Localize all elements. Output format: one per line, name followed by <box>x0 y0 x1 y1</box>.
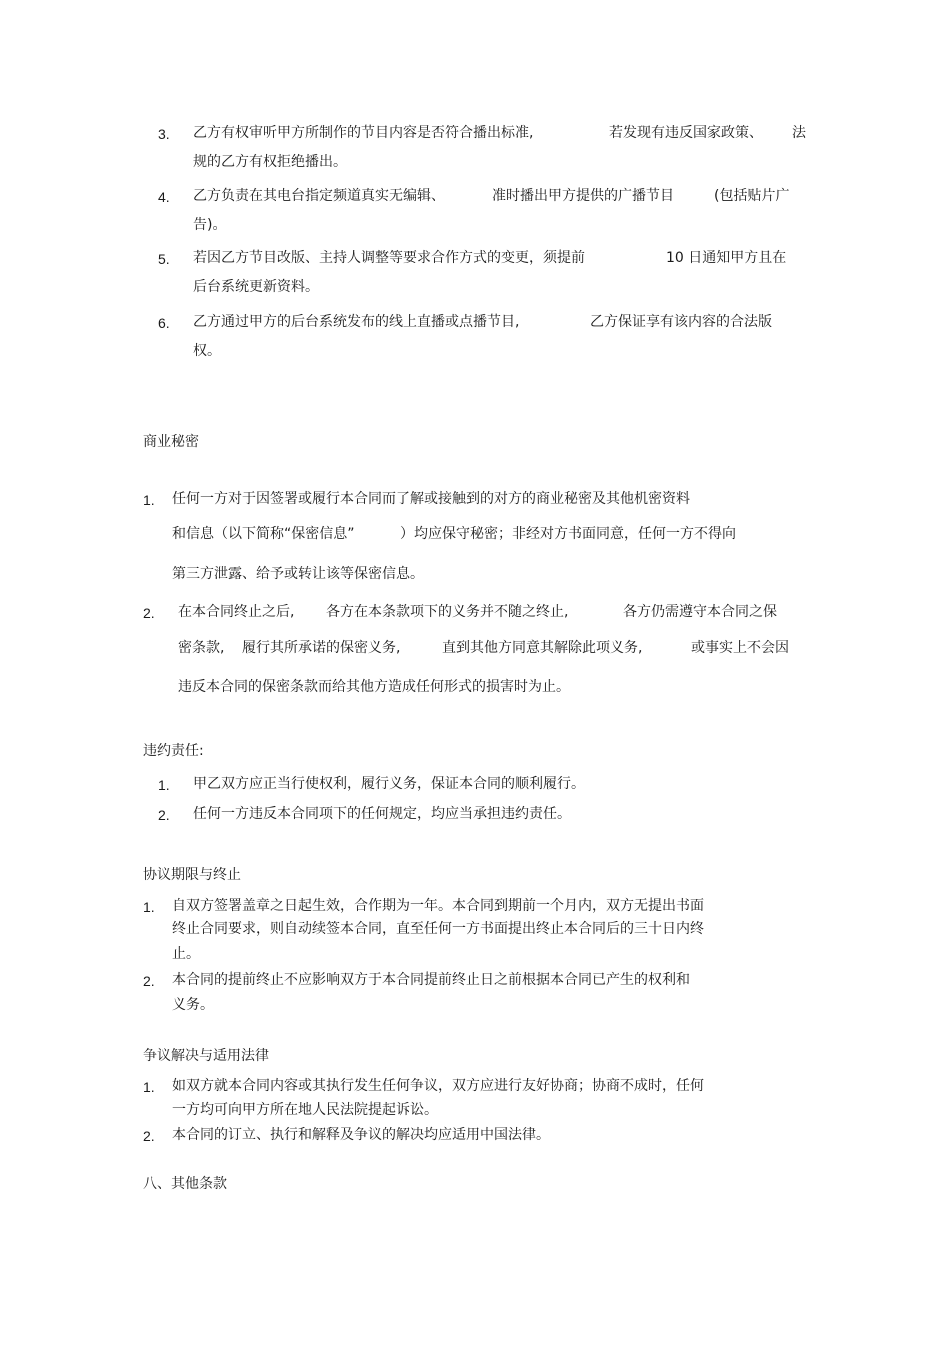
list-number: 1. <box>158 777 170 793</box>
list-number: 5. <box>158 251 170 267</box>
list-number: 6. <box>158 315 170 331</box>
list-text: 若发现有违反国家政策、 <box>609 125 763 141</box>
list-text: 一方均可向甲方所在地人民法院提起诉讼。 <box>172 1102 438 1118</box>
list-text: 在本合同终止之后, <box>178 604 295 620</box>
list-number: 2. <box>143 1128 155 1144</box>
list-text: 如双方就本合同内容或其执行发生任何争议，双方应进行友好协商；协商不成时，任何 <box>172 1078 704 1094</box>
list-text: 各方仍需遵守本合同之保 <box>623 604 777 620</box>
list-text: 告)。 <box>193 217 227 233</box>
list-text: 10 日通知甲方且在 <box>666 250 787 266</box>
list-text: 第三方泄露、给予或转让该等保密信息。 <box>172 566 424 582</box>
list-text: 或事实上不会因 <box>691 640 789 656</box>
list-text: 自双方签署盖章之日起生效，合作期为一年。本合同到期前一个月内，双方无提出书面 <box>172 898 704 914</box>
list-text: 后台系统更新资料。 <box>193 279 319 295</box>
list-text: 乙方有权审听甲方所制作的节目内容是否符合播出标准, <box>193 125 534 141</box>
list-number: 4. <box>158 189 170 205</box>
list-text: 密条款, <box>178 640 225 656</box>
list-text: 本合同的提前终止不应影响双方于本合同提前终止日之前根据本合同已产生的权利和 <box>172 972 690 988</box>
list-text: 违反本合同的保密条款而给其他方造成任何形式的损害时为止。 <box>178 679 570 695</box>
list-text: 准时播出甲方提供的广播节目 <box>492 188 674 204</box>
list-text: 直到其他方同意其解除此项义务, <box>442 640 643 656</box>
list-text: 法 <box>792 125 806 141</box>
list-text: 履行其所承诺的保密义务, <box>242 640 401 656</box>
section-heading: 商业秘密 <box>143 434 199 450</box>
list-text: 各方在本条款项下的义务并不随之终止, <box>326 604 569 620</box>
list-text: 义务。 <box>172 997 214 1013</box>
list-text: 任何一方对于因签署或履行本合同而了解或接触到的对方的商业秘密及其他机密资料 <box>172 491 690 507</box>
list-number: 2. <box>143 605 155 621</box>
list-number: 1. <box>143 1079 155 1095</box>
list-number: 3. <box>158 126 170 142</box>
list-text: 乙方负责在其电台指定频道真实无编辑、 <box>193 188 445 204</box>
list-text: 乙方保证享有该内容的合法版 <box>590 314 772 330</box>
list-text: 若因乙方节目改版、主持人调整等要求合作方式的变更，须提前 <box>193 250 585 266</box>
list-text: 任何一方违反本合同项下的任何规定，均应当承担违约责任。 <box>193 806 571 822</box>
section-heading-other: 八、其他条款 <box>143 1176 227 1192</box>
section-heading: 违约责任: <box>143 743 204 759</box>
list-text: 权。 <box>193 343 221 359</box>
list-text: 终止合同要求，则自动续签本合同，直至任何一方书面提出终止本合同后的三十日内终 <box>172 921 704 937</box>
section-heading: 争议解决与适用法律 <box>143 1048 269 1064</box>
list-text: (包括贴片广 <box>714 188 790 204</box>
list-text: ）均应保守秘密；非经对方书面同意，任何一方不得向 <box>400 526 736 542</box>
section-heading: 协议期限与终止 <box>143 867 241 883</box>
list-number: 2. <box>143 973 155 989</box>
list-text: 甲乙双方应正当行使权利，履行义务，保证本合同的顺利履行。 <box>193 776 585 792</box>
list-text: 本合同的订立、执行和解释及争议的解决均应适用中国法律。 <box>172 1127 550 1143</box>
list-text: 止。 <box>172 946 200 962</box>
list-text: 和信息（以下简称“保密信息” <box>172 526 355 542</box>
list-text: 规的乙方有权拒绝播出。 <box>193 154 347 170</box>
list-number: 1. <box>143 899 155 915</box>
list-text: 乙方通过甲方的后台系统发布的线上直播或点播节目, <box>193 314 520 330</box>
list-number: 2. <box>158 807 170 823</box>
list-number: 1. <box>143 492 155 508</box>
